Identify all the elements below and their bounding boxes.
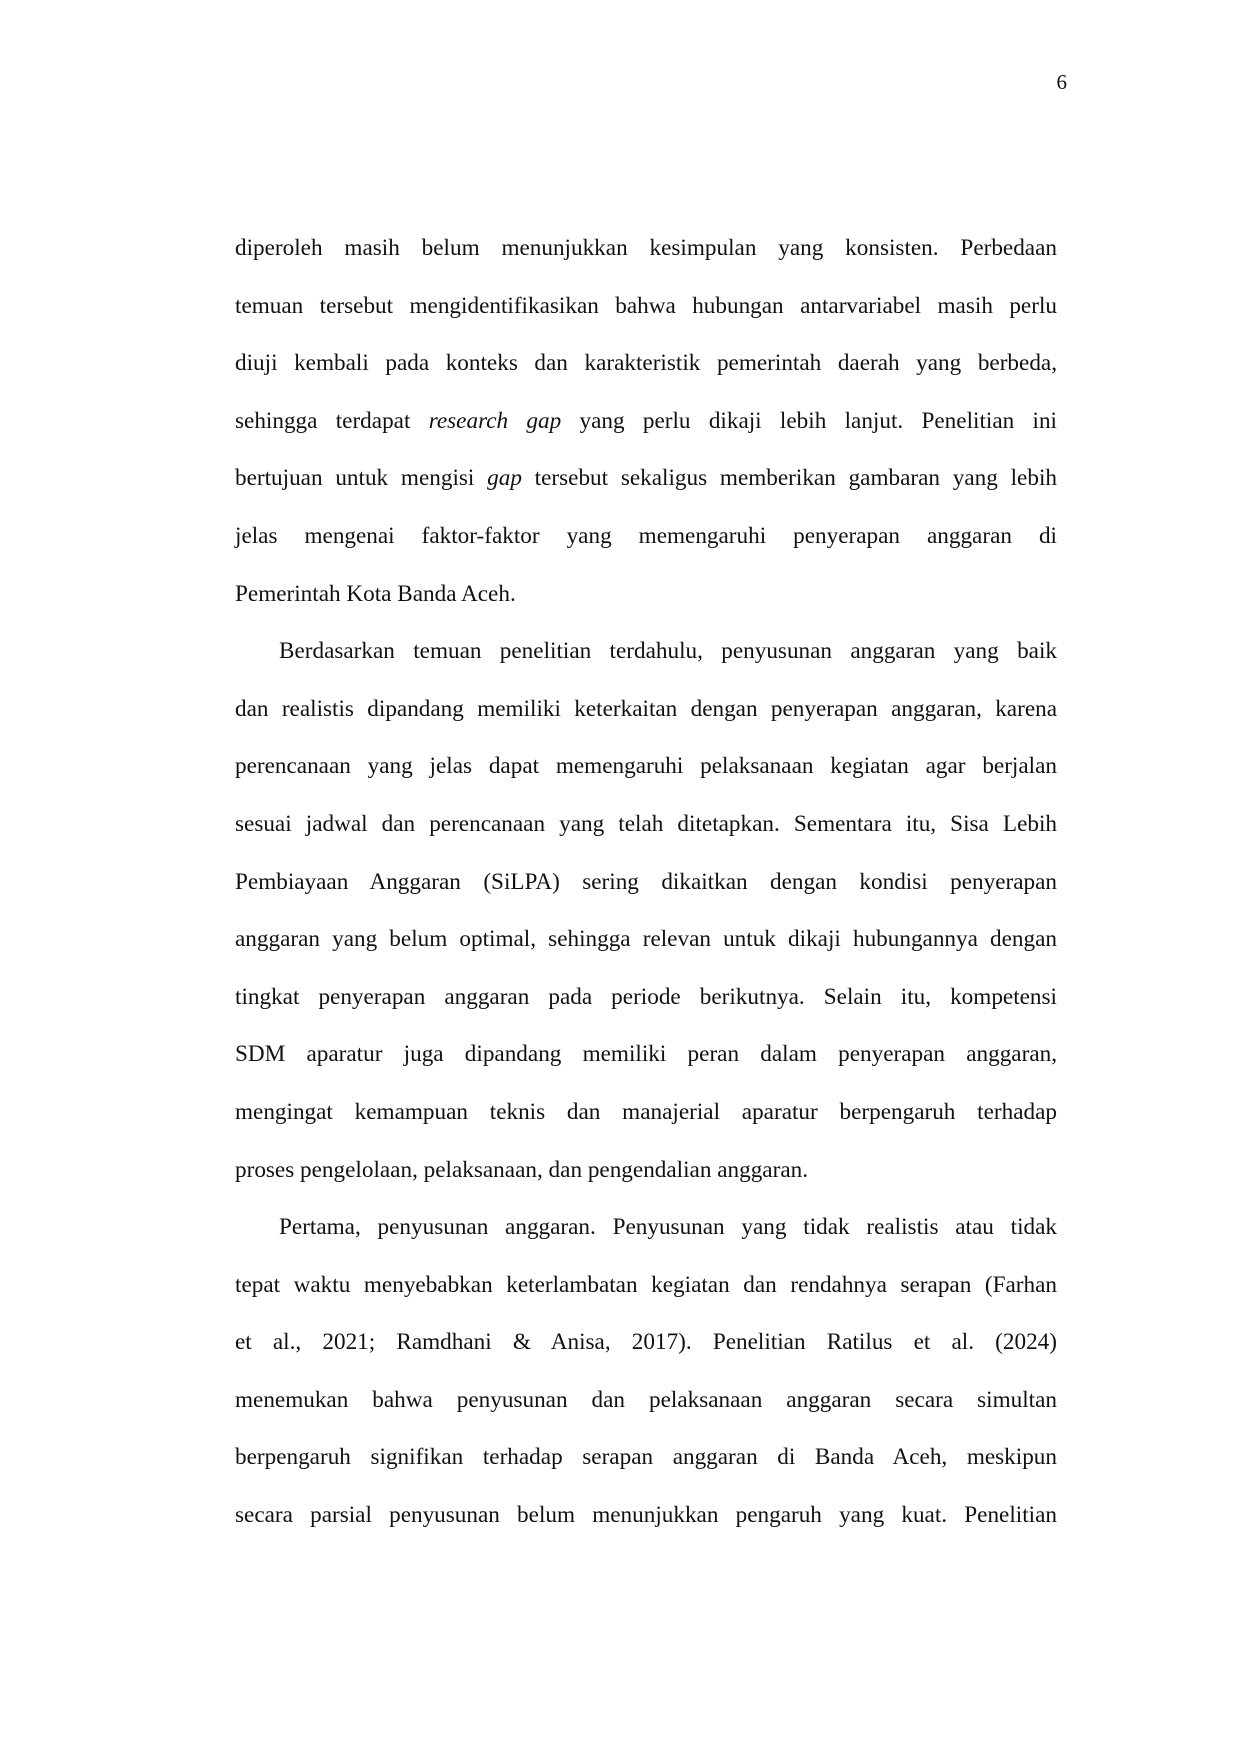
paragraph: [235, 1209, 1057, 1555]
page-number: 6: [1056, 70, 1067, 94]
text-run: bertujuan untuk mengisi: [235, 465, 488, 492]
text-run: Pertama, penyusunan anggaran. Penyusunan yang tidak realistis atau tidak: [279, 1214, 1057, 1241]
text-line: [235, 1094, 1057, 1152]
text-run: sehingga terdapat: [235, 407, 429, 434]
text-line: [235, 576, 1057, 634]
text-run: tersebut sekaligus memberikan gambaran yang lebih: [521, 465, 1057, 492]
text-run: tingkat penyerapan anggaran pada periode berikutnya. Selain itu, kompetensi: [235, 983, 1057, 1010]
text-run: anggaran yang belum optimal, sehingga relevan untuk dikaji hubungannya dengan: [235, 926, 1057, 953]
text-line: [235, 1209, 1057, 1267]
text-run: menemukan bahwa penyusunan dan pelaksanaan anggaran secara simultan: [235, 1386, 1057, 1413]
text-line: [235, 1324, 1057, 1382]
text-run: Pemerintah Kota Banda Aceh.: [235, 580, 516, 607]
text-line: [235, 288, 1057, 346]
text-line: [235, 345, 1057, 403]
text-line: [235, 633, 1057, 691]
text-run: yang perlu dikaji lebih lanjut. Penelitian ini: [561, 407, 1057, 434]
text-run: mengingat kemampuan teknis dan manajerial aparatur berpengaruh terhadap: [235, 1098, 1057, 1125]
text-line: [235, 1382, 1057, 1440]
text-line: [235, 864, 1057, 922]
text-run: perencanaan yang jelas dapat memengaruhi pelaksanaan kegiatan agar berjalan: [235, 753, 1057, 780]
text-line: [235, 806, 1057, 864]
italic-term: gap: [487, 465, 522, 492]
text-line: [235, 518, 1057, 576]
text-line: [235, 403, 1057, 461]
text-run: dan realistis dipandang memiliki keterkaitan dengan penyerapan anggaran, karena: [235, 695, 1057, 722]
text-line: [235, 1439, 1057, 1497]
body-text: [235, 230, 1057, 1555]
text-run: Berdasarkan temuan penelitian terdahulu, penyusunan anggaran yang baik: [279, 638, 1057, 665]
text-line: [235, 921, 1057, 979]
paragraph: [235, 230, 1057, 633]
text-line: [235, 748, 1057, 806]
text-run: berpengaruh signifikan terhadap serapan anggaran di Banda Aceh, meskipun: [235, 1444, 1057, 1471]
text-run: sesuai jadwal dan perencanaan yang telah ditetapkan. Sementara itu, Sisa Lebih: [235, 810, 1057, 837]
paragraph: [235, 633, 1057, 1209]
text-run: tepat waktu menyebabkan keterlambatan kegiatan dan rendahnya serapan (Farhan: [235, 1271, 1057, 1298]
text-run: diperoleh masih belum menunjukkan kesimpulan yang konsisten. Perbedaan: [235, 235, 1057, 261]
text-line: [235, 1152, 1057, 1210]
text-line: [235, 1267, 1057, 1325]
text-line: [235, 979, 1057, 1037]
italic-term: research gap: [428, 407, 562, 434]
text-run: et al., 2021; Ramdhani & Anisa, 2017). Penelitian Ratilus et al. (2024): [235, 1329, 1057, 1356]
text-line: [235, 230, 1057, 288]
text-line: [235, 460, 1057, 518]
text-run: secara parsial penyusunan belum menunjukkan pengaruh yang kuat. Penelitian: [235, 1502, 1057, 1529]
text-line: [235, 1497, 1057, 1555]
text-run: jelas mengenai faktor-faktor yang memengaruhi penyerapan anggaran di: [235, 522, 1057, 549]
text-line: [235, 691, 1057, 749]
text-run: diuji kembali pada konteks dan karakteristik pemerintah daerah yang berbeda,: [235, 350, 1057, 377]
text-run: proses pengelolaan, pelaksanaan, dan pengendalian anggaran.: [235, 1156, 809, 1183]
text-run: SDM aparatur juga dipandang memiliki peran dalam penyerapan anggaran,: [235, 1041, 1057, 1068]
text-run: temuan tersebut mengidentifikasikan bahwa hubungan antarvariabel masih perlu: [235, 292, 1057, 319]
text-line: [235, 1036, 1057, 1094]
text-run: Pembiayaan Anggaran (SiLPA) sering dikaitkan dengan kondisi penyerapan: [235, 868, 1057, 895]
